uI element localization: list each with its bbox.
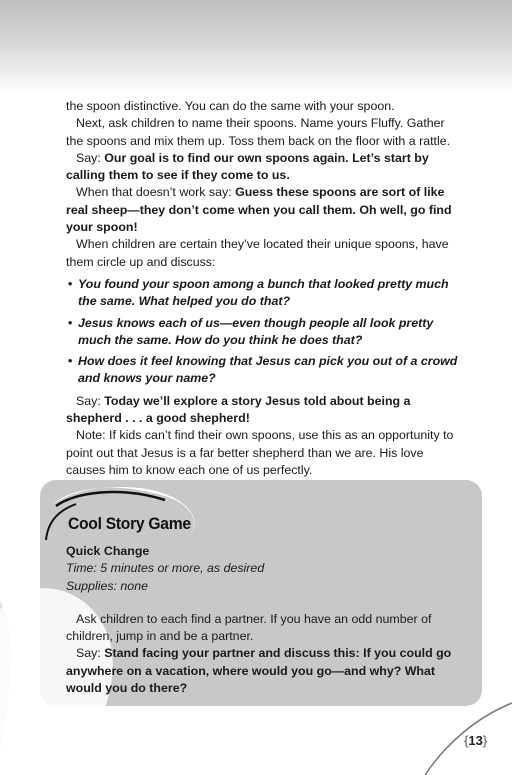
question-item: • You found your spoon among a bunch that looked pretty much the same. What helped you do that? — [66, 276, 458, 311]
time-info: Time: 5 minutes or more, as desired — [66, 561, 265, 576]
game-content — [66, 543, 458, 697]
supplies-info: Supplies: none — [66, 578, 148, 593]
bracket-right: } — [482, 733, 488, 748]
activity-title: Quick Change — [66, 544, 150, 558]
section-title: Cool Story Game — [68, 514, 191, 533]
paragraph: When that doesn’t work say: Guess these spoons are sort of like real sheep—they don’t come when you call them. Oh well, go find your spoon! — [66, 185, 452, 235]
page-number: {13} — [464, 733, 488, 748]
paragraph: Say: Our goal is to find our own spoons again. Let’s start by calling them to see if they come to us. — [66, 150, 429, 183]
paragraph: Say: Stand facing your partner and discuss this: If you could go anywhere on a vacation, where would you go—and why? What would you do there? — [66, 646, 452, 696]
bracket-left: { — [464, 733, 469, 748]
question-item: • Jesus knows each of us—even though people all look pretty much the same. How do you think he does that? — [66, 315, 458, 350]
paragraph: Note: If kids can’t find their own spoons, use this as an opportunity to point out that Jesus is a far better shepherd than we are. His love causes him to know each one of us perfectly. — [66, 428, 454, 477]
paragraph: When children are certain they’ve located their unique spoons, have them circle up and discuss: — [66, 237, 449, 269]
paragraph: Next, ask children to name their spoons. Name yours Fluffy. Gather the spoons and mix them up. Toss them back on the floor with a rattle. — [66, 116, 451, 148]
question-item: • How does it feel knowing that Jesus can pick you out of a crowd and knows your name? — [66, 353, 458, 388]
paragraph: the spoon distinctive. You can do the same with your spoon. — [66, 99, 395, 113]
paragraph: Say: Today we’ll explore a story Jesus told about being a shepherd . . . a good shepherd! — [66, 393, 411, 426]
paragraph: Ask children to each find a partner. If you have an odd number of children, jump in and be a partner. — [66, 611, 432, 644]
